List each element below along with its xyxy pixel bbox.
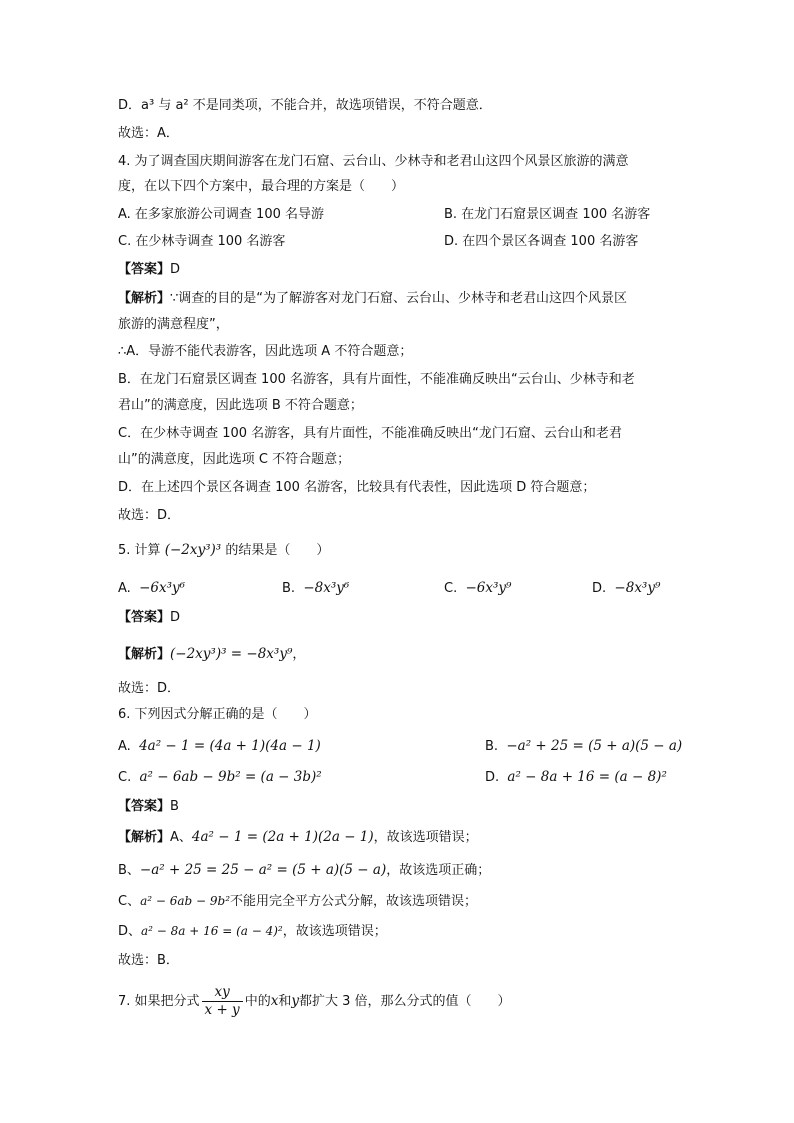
q6-analysis-d	[118, 921, 387, 942]
q7-stem-prefix: 7. 如果把分式	[118, 994, 200, 1009]
analysis-text: ∵调查的目的是“为了解游客对龙门石窟、云台山、少林寺和老君山这四个风景区	[170, 291, 628, 306]
q6-analysis-a	[118, 827, 478, 848]
q4-stem-line-1: 4. 为了调查国庆期间游客在龙门石窟、云台山、少林寺和老君山这四个风景区旅游的满意	[118, 154, 629, 169]
analysis-suffix: 不能用完全平方公式分解，故该选项错误；	[230, 894, 478, 909]
option-label: A.	[118, 739, 131, 754]
q6-conclusion: 故选：B．	[118, 953, 179, 968]
option-expression: −a² + 25 = (5 + a)(5 − a)	[506, 738, 683, 754]
q5-stem	[118, 540, 329, 561]
option-expression: a² − 8a + 16 = (a − 8)²	[507, 769, 667, 785]
analysis-expression: 4a² − 1 = (2a + 1)(2a − 1)	[191, 829, 374, 845]
q5-stem-prefix: 5. 计算	[118, 543, 161, 558]
option-expression: −8x³y⁹	[614, 580, 661, 596]
q5-stem-expression: (−2xy³)³	[164, 542, 222, 558]
q4-option-b: B. 在龙门石窟景区调查 100 名游客	[444, 207, 651, 222]
q6-answer	[118, 797, 179, 817]
q7-stem-suffix: 都扩大 3 倍，那么分式的值（ ）	[298, 994, 511, 1009]
q5-option-c	[444, 578, 511, 599]
q6-analysis-b	[118, 860, 490, 881]
q4-conclusion: 故选：D．	[118, 508, 181, 523]
q4-analysis-line-4: B．在龙门石窟景区调查 100 名游客，具有片面性，不能准确反映出“云台山、少林寺和老	[118, 372, 635, 387]
q4-stem-line-2: 度，在以下四个方案中，最合理的方案是（ ）	[118, 179, 405, 194]
answer-tag: 【答案】	[118, 799, 171, 814]
q5-stem-suffix: 的结果是（ ）	[225, 543, 330, 558]
q3-option-d-explanation: D．a³ 与 a² 不是同类项，不能合并，故选项错误，不符合题意．	[118, 98, 492, 113]
analysis-prefix: A、	[170, 830, 192, 845]
q4-analysis-line-3: ∴A．导游不能代表游客，因此选项 A 不符合题意；	[118, 344, 413, 359]
analysis-suffix: ，故该选项错误；	[282, 924, 387, 939]
q6-option-a	[118, 736, 321, 757]
analysis-end: ，	[292, 647, 306, 662]
option-label: C.	[444, 581, 458, 596]
q5-option-d	[592, 578, 660, 599]
analysis-suffix: ，故该选项错误；	[373, 830, 478, 845]
analysis-expression: a² − 6ab − 9b²	[140, 894, 231, 908]
analysis-tag: 【解析】	[118, 647, 171, 662]
q7-stem-and: 和	[278, 994, 292, 1009]
analysis-expression: a² − 8a + 16 = (a − 4)²	[141, 924, 283, 938]
answer-value: B	[170, 799, 179, 814]
q5-option-b	[282, 578, 349, 599]
q4-analysis-line-8: D．在上述四个景区各调查 100 名游客，比较具有代表性，因此选项 D 符合题意；	[118, 480, 596, 495]
q6-option-c	[118, 767, 322, 788]
q4-analysis-line-1	[118, 289, 627, 309]
option-label: A.	[118, 581, 131, 596]
option-expression: 4a² − 1 = (4a + 1)(4a − 1)	[139, 738, 321, 754]
q7-variable-y: y	[291, 993, 299, 1009]
analysis-prefix: B、	[118, 863, 140, 878]
option-expression: a² − 6ab − 9b² = (a − 3b)²	[139, 769, 322, 785]
analysis-tag: 【解析】	[118, 830, 171, 845]
q5-option-a	[118, 578, 185, 599]
analysis-prefix: D、	[118, 924, 142, 939]
analysis-expression: −a² + 25 = 25 − a² = (5 + a)(5 − a)	[139, 862, 387, 878]
option-label: B.	[282, 581, 296, 596]
option-expression: −8x³y⁶	[303, 580, 350, 596]
q4-analysis-line-5: 君山”的满意度，因此选项 B 不符合题意；	[118, 398, 363, 413]
q7-stem-mid: 中的	[244, 994, 271, 1009]
fraction-numerator: xy	[202, 984, 243, 1002]
q4-analysis-line-2: 旅游的满意程度”，	[118, 317, 229, 332]
answer-tag: 【答案】	[118, 610, 171, 625]
fraction-denominator: x + y	[204, 1002, 240, 1018]
q6-analysis-c	[118, 891, 477, 912]
analysis-expression: (−2xy³)³ = −8x³y⁹	[170, 646, 293, 662]
analysis-prefix: C、	[118, 894, 141, 909]
q6-option-b	[485, 736, 682, 757]
q5-analysis	[118, 644, 305, 665]
option-label: D.	[485, 770, 500, 785]
q5-conclusion: 故选：D．	[118, 681, 181, 696]
option-label: D.	[592, 581, 607, 596]
answer-value: D	[170, 262, 181, 277]
answer-tag: 【答案】	[118, 262, 171, 277]
option-expression: −6x³y⁶	[139, 580, 186, 596]
q7-stem	[118, 983, 511, 1020]
q7-fraction	[202, 984, 243, 1019]
option-expression: −6x³y⁹	[465, 580, 512, 596]
analysis-tag: 【解析】	[118, 291, 171, 306]
q4-analysis-line-7: 山”的满意度，因此选项 C 不符合题意；	[118, 452, 351, 467]
q4-answer	[118, 260, 180, 280]
q5-answer	[118, 608, 180, 628]
q4-option-a: A. 在多家旅游公司调查 100 名导游	[118, 207, 325, 222]
option-label: B.	[485, 739, 499, 754]
q6-option-d	[485, 767, 667, 788]
q6-stem: 6. 下列因式分解正确的是（ ）	[118, 707, 317, 722]
q3-conclusion: 故选：A．	[118, 126, 179, 141]
q4-option-d: D. 在四个景区各调查 100 名游客	[444, 234, 639, 249]
analysis-suffix: ，故该选项正确；	[386, 863, 491, 878]
option-label: C.	[118, 770, 132, 785]
answer-value: D	[170, 610, 181, 625]
q7-variable-x: x	[270, 993, 279, 1009]
q4-option-c: C. 在少林寺调查 100 名游客	[118, 234, 286, 249]
q4-analysis-line-6: C．在少林寺调查 100 名游客，具有片面性，不能准确反映出“龙门石窟、云台山和老君	[118, 426, 622, 441]
